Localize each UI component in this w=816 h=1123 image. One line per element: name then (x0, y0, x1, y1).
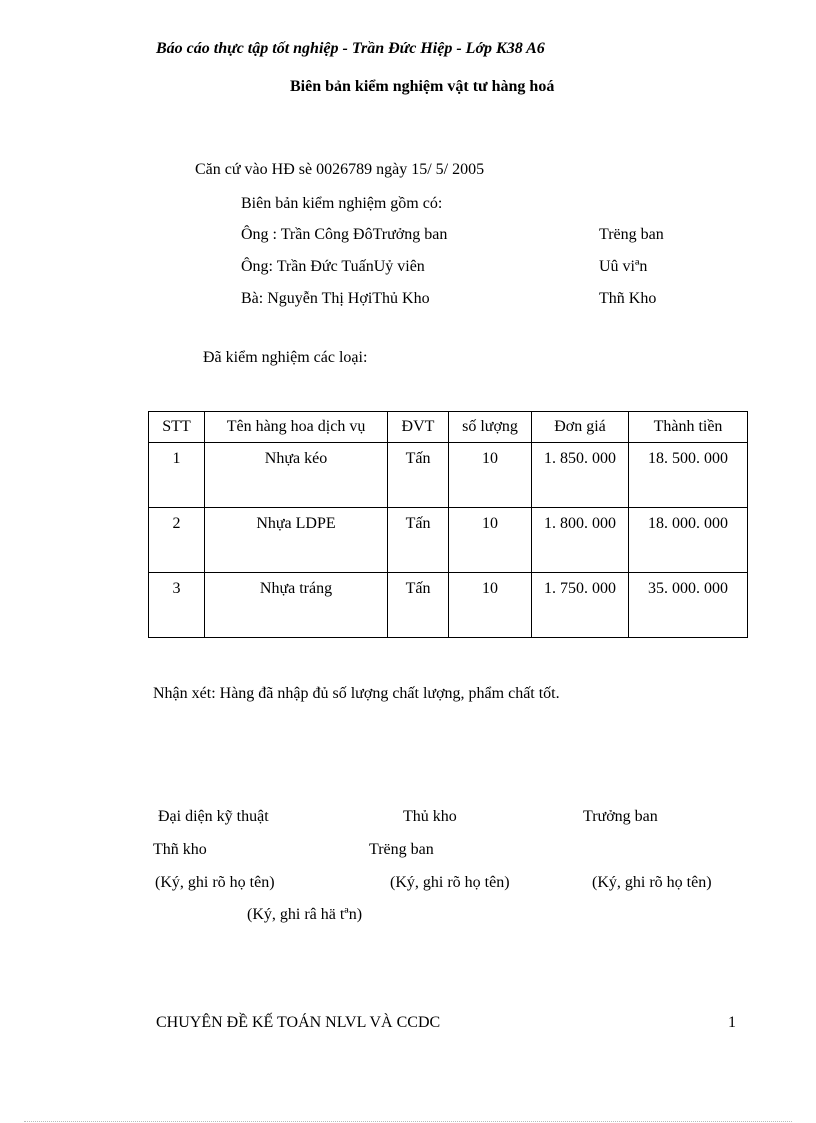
col-header-qty: số lượng (449, 412, 532, 443)
member-name: Ông: Trần Đức TuấnUỷ viên (241, 258, 425, 275)
signature-storekeeper-alt: Thñ kho (153, 841, 207, 858)
cell-qty: 10 (449, 573, 532, 638)
cell-price: 1. 800. 000 (532, 508, 629, 573)
col-header-stt: STT (149, 412, 205, 443)
cell-qty: 10 (449, 443, 532, 508)
cell-total: 18. 000. 000 (629, 508, 748, 573)
cell-name: Nhựa kéo (205, 443, 388, 508)
page-number: 1 (728, 1014, 736, 1031)
cell-qty: 10 (449, 508, 532, 573)
footer-subject: CHUYÊN ĐỀ KẾ TOÁN NLVL VÀ CCDC (156, 1014, 441, 1031)
cell-price: 1. 850. 000 (532, 443, 629, 508)
table-header-row (149, 412, 748, 443)
inspected-intro: Đã kiểm nghiệm các loại: (203, 349, 368, 366)
table-row (149, 508, 748, 573)
cell-unit: Tấn (388, 573, 449, 638)
cell-price: 1. 750. 000 (532, 573, 629, 638)
signature-head: Trưởng ban (583, 808, 658, 825)
table-row (149, 573, 748, 638)
table-row (149, 443, 748, 508)
sign-note-alt: (Ký, ghi râ hä tªn) (247, 906, 363, 923)
sign-note: (Ký, ghi rõ họ tên) (592, 874, 712, 891)
cell-unit: Tấn (388, 508, 449, 573)
cell-total: 35. 000. 000 (629, 573, 748, 638)
committee-intro: Biên bản kiểm nghiệm gồm có: (241, 195, 443, 212)
cell-name: Nhựa tráng (205, 573, 388, 638)
cell-stt: 2 (149, 508, 205, 573)
member-role: Thñ Kho (599, 290, 657, 307)
signature-tech-rep: Đại diện kỹ thuật (158, 808, 269, 825)
member-role: Uû viªn (599, 258, 648, 275)
signature-head-alt: Trëng ban (369, 841, 434, 858)
cell-total: 18. 500. 000 (629, 443, 748, 508)
sign-note: (Ký, ghi rõ họ tên) (390, 874, 510, 891)
col-header-unit: ĐVT (388, 412, 449, 443)
member-role: Trëng ban (599, 226, 664, 243)
cell-stt: 1 (149, 443, 205, 508)
page-bottom-divider (24, 1121, 792, 1122)
sign-note: (Ký, ghi rõ họ tên) (155, 874, 275, 891)
cell-name: Nhựa LDPE (205, 508, 388, 573)
member-name: Ông : Trần Công ĐôTrưởng ban (241, 226, 448, 243)
cell-unit: Tấn (388, 443, 449, 508)
remark: Nhận xét: Hàng đã nhập đủ số lượng chất lượng, phẩm chất tốt. (153, 685, 560, 702)
col-header-total: Thành tiền (629, 412, 748, 443)
col-header-price: Đơn giá (532, 412, 629, 443)
signature-storekeeper: Thủ kho (403, 808, 457, 825)
document-title: Biên bản kiểm nghiệm vật tư hàng hoá (290, 78, 555, 95)
basis-line: Căn cứ vào HĐ sè 0026789 ngày 15/ 5/ 2005 (195, 161, 485, 178)
cell-stt: 3 (149, 573, 205, 638)
member-name: Bà: Nguyễn Thị HợiThủ Kho (241, 290, 430, 307)
goods-table (148, 411, 748, 638)
col-header-name: Tên hàng hoa dịch vụ (205, 412, 388, 443)
document-header: Báo cáo thực tập tốt nghiệp - Trần Đức Hiệp - Lớp K38 A6 (156, 40, 545, 57)
